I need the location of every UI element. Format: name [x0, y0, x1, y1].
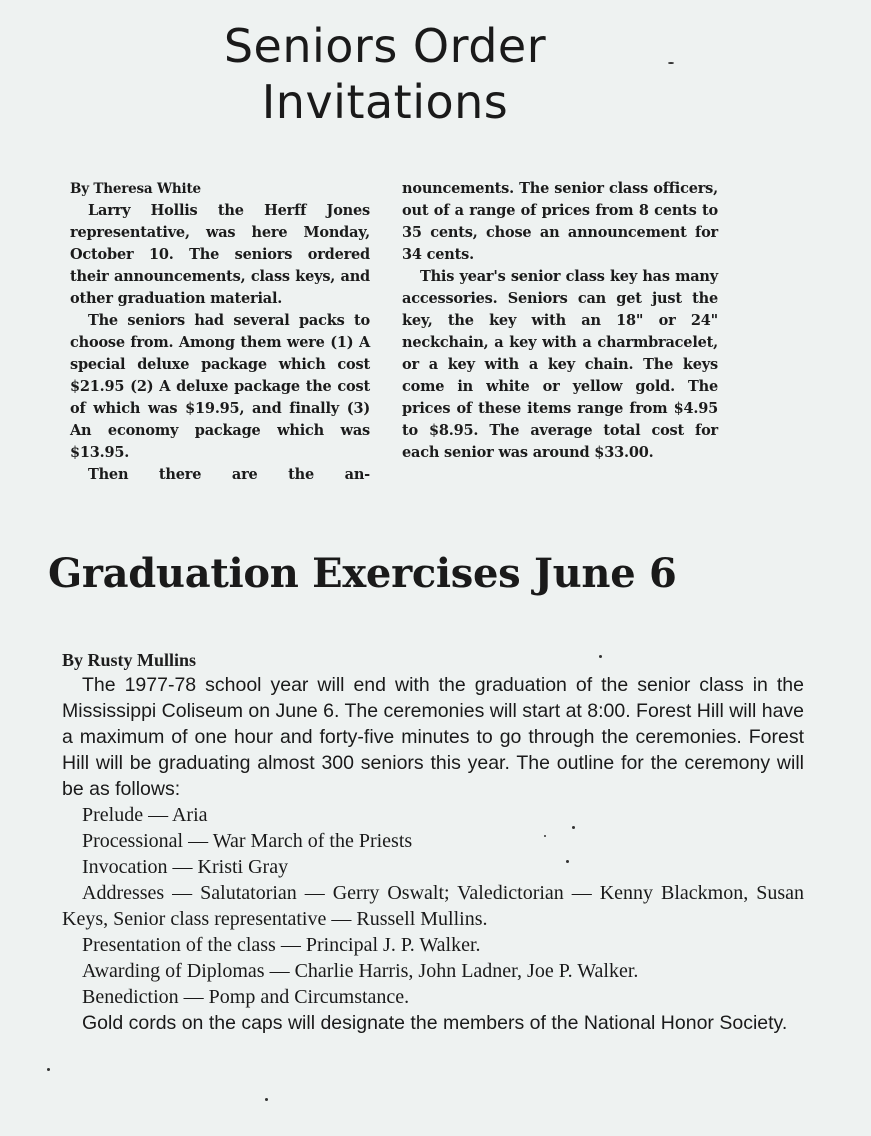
program-item-addresses: Addresses — Salutatorian — Gerry Oswalt; Valedictorian — Kenny Blackmon, Susan Keys, Senior class representative — Russell Mullins. — [62, 882, 804, 930]
article1-headline-line2: Invitations — [261, 75, 509, 129]
scan-speck — [599, 655, 602, 658]
article1-paragraph: Then there are the an- — [88, 466, 370, 483]
scan-speck — [668, 62, 674, 64]
article1-paragraph: This year's senior class key has many accessories. Seniors can get just the key, the key with an 18" or 24" neckchain, a key with a charmbracelet, or a key with a key chain. The keys come in white or yellow gold. The prices of these items range from $4.95 to $8.95. The average total cost for each senior was around $33.00. — [402, 268, 718, 461]
article2-headline: Graduation Exercises June 6 — [48, 550, 677, 597]
program-item-diplomas: Awarding of Diplomas — Charlie Harris, John Ladner, Joe P. Walker. — [82, 960, 639, 982]
article2-closing: Gold cords on the caps will designate the members of the National Honor Society. — [82, 1012, 788, 1034]
article1-headline-line1: Seniors Order — [223, 19, 547, 73]
article1-column-left — [70, 178, 370, 486]
article1-paragraph: nouncements. The senior class officers, out of a range of prices from 8 cents to 35 cents, chose an announcement for 34 cents. — [402, 180, 718, 263]
program-item-presentation: Presentation of the class — Principal J. P. Walker. — [82, 934, 481, 956]
article2-intro: The 1977-78 school year will end with the graduation of the senior class in the Mississippi Coliseum on June 6. The ceremonies will start at 8:00. Forest Hill will have a maximum of one hour and forty-five minutes to go through the ceremonies. Forest Hill will be graduating almost 300 seniors this year. The outline for the ceremony will be as follows: — [62, 674, 805, 800]
program-item-invocation: Invocation — Kristi Gray — [82, 856, 289, 878]
program-item-benediction: Benediction — Pomp and Circumstance. — [82, 986, 410, 1008]
scan-speck — [47, 1068, 50, 1071]
scan-speck — [544, 835, 546, 837]
article1-paragraph: The seniors had several packs to choose from. Among them were (1) A special deluxe package which cost $21.95 (2) A deluxe package the cost of which was $19.95, and finally (3) An economy package which was $13.95. — [70, 312, 370, 461]
article1-column-right — [402, 178, 718, 464]
program-item-prelude: Prelude — Aria — [82, 804, 208, 826]
scan-speck — [265, 1098, 268, 1101]
scan-speck — [566, 860, 569, 863]
scan-speck — [572, 826, 575, 829]
article2-body — [62, 672, 804, 1036]
article1-byline: By Theresa White — [70, 181, 201, 197]
program-item-processional: Processional — War March of the Priests — [82, 830, 413, 852]
article2-byline: By Rusty Mullins — [62, 650, 197, 670]
article1-headline — [150, 18, 620, 130]
article1-paragraph: Larry Hollis the Herff Jones representative, was here Monday, October 10. The seniors ordered their announcements, class keys, and other graduation material. — [70, 202, 370, 307]
